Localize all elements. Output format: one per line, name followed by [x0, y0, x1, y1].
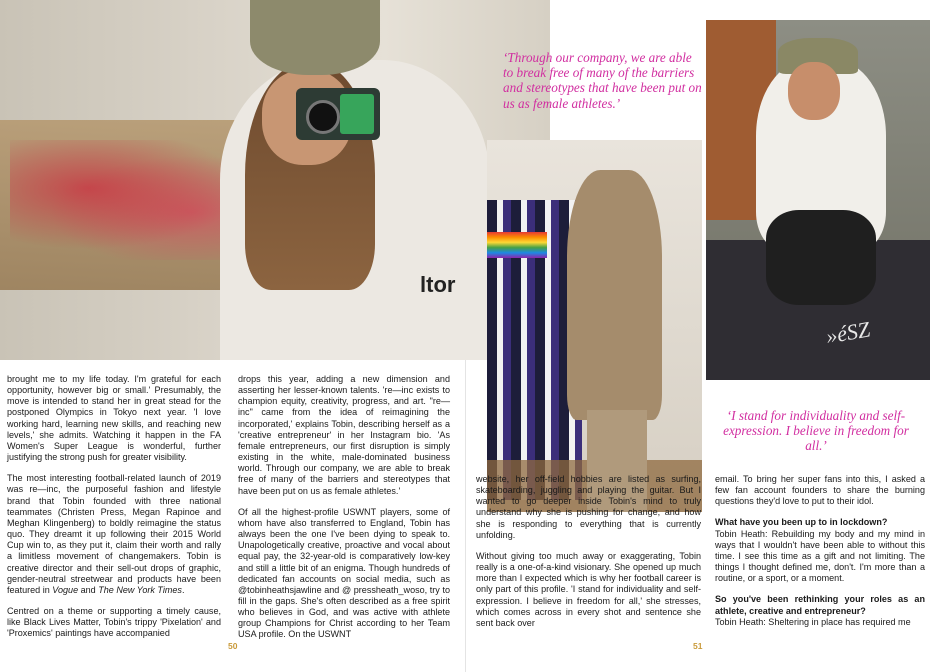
camera-label: [340, 94, 374, 134]
publication-nyt: The New York Times: [98, 584, 182, 595]
answer: Tobin Heath: Rebuilding my body and my mind in ways that I wouldn't have been able to without this time. I see this time as a gift and not limiting. The things I thought defined me, don't. I'm more than a routine, or a sport, or a moment.: [715, 528, 925, 584]
shirt-print: ltor: [420, 272, 456, 297]
paragraph: brought me to my life today. I'm grateful for each opportunity, however big or small.' Presumably, the move is intended to stand her in great stead for the postponed Olympics in Tokyo next year. 'I love working hard, learning new skills, and reaching new levels,' she admits. Watching it happen in the FA Women's Super League is wonderful, further justifying the strong push for greater visibility.: [7, 374, 221, 463]
paragraph: website, her off-field hobbies are listed as surfing, skateboarding, juggling and playing the guitar. But I wanted to go deeper inside Tobin's mind to truly understand why she is pushing for change, and how she is responding to everything that is currently unfolding.: [476, 474, 701, 540]
answer: Tobin Heath: Sheltering in place has required me: [715, 616, 911, 627]
period: .: [181, 584, 185, 595]
question: What have you been up to in lockdown?: [715, 517, 888, 528]
photo-painting-canvas: [487, 140, 702, 512]
pull-quote-company: ‘Through our company, we are able to break free of many of the barriers and stereotypes that have been put on us as female athletes.’: [503, 50, 702, 111]
paragraph: email. To bring her super fans into this, I asked a few fan account founders to share the burning questions they'd love to put to their idol.: [715, 474, 925, 507]
article-column-4: [715, 474, 925, 638]
pull-quote-individuality: ‘I stand for individuality and self-expression. I believe in freedom for all.’: [723, 408, 909, 454]
rainbow-painting: [487, 232, 547, 258]
photo-crouching-portrait: [706, 20, 930, 380]
floor-scrawl: »éSZ: [824, 316, 872, 349]
paragraph: [7, 473, 221, 596]
page-number-right: 51: [693, 641, 703, 651]
paragraph-text: The most interesting football-related launch of 2019 was re—inc, the purposeful fashion and lifestyle brand that Tobin founded with three national teammates (Christen Press, Megan Rapinoe and Meghan Klingenberg) to boldly reimagine the status quo. They dreamt it up following their 2015 World Cup win to, as they put it, claim their worth and rally a limitless movement of changemakers. Tobin is creative director and their sell-out drops of graphic, gender-neutral streetwear and products have been featured in: [7, 473, 221, 595]
publication-vogue: Vogue: [52, 584, 79, 595]
paragraph: drops this year, adding a new dimension and asserting her lesser-known talents. 're—inc exists to champion equity, creativity, progress, and art. "re—inc" came from the idea of reimagining the incorporated,' explains Tobin, describing herself as a 'creative entrepreneur' in her Instagram bio. 'As female entrepreneurs, our first disruption is simply existing in the white, male-dominated business world. Through our company, we are able to break free of many of the barriers and stereotypes that have been put on us as female athletes.': [238, 374, 450, 496]
conjunction: and: [78, 584, 99, 595]
cap: [250, 0, 380, 75]
article-column-1: [7, 374, 221, 649]
paragraph: Centred on a theme or supporting a timely cause, like Black Lives Matter, Tobin's trippy 'Pixelation' and 'Proxemics' paintings have accompanied: [7, 605, 221, 639]
person-hoodie: [567, 170, 662, 420]
paragraph: Without giving too much away or exaggerating, Tobin really is a one-of-a-kind visionary. She opened up much more than I expected which is why her football career is only part of this profile. 'I stand for individuality and self-expression. I believe in freedom for all,' she stresses, which comes across in every shot and sentence she sent back over: [476, 550, 701, 628]
camera-lens-icon: [306, 100, 340, 134]
article-column-2: [238, 374, 450, 651]
page-number-left: 50: [228, 641, 238, 651]
photo-woman-with-camera: [0, 0, 550, 360]
person-face: [788, 62, 840, 120]
paragraph: Of all the highest-profile USWNT players, some of whom have also transferred to England, Tobin has always been the one I've been dying to speak to. Unapologetically creative, proactive and vocal about equal pay, the 32-year-old is comparatively low-key and still a little bit of an enigma. Though hundreds of dedicated fan accounts on social media, such as @tobinheathsjawline and @ pressheath_woso, try to fill in the gaps. She's often described as a free spirit who believes in God, and was active with athlete group Champions for Christ according to her Team USA profile. On the USWNT: [238, 506, 450, 640]
question: So you've been rethinking your roles as an athlete, creative and entrepreneur?: [715, 594, 925, 616]
article-column-3: [476, 474, 701, 639]
person-legs: [766, 210, 876, 305]
